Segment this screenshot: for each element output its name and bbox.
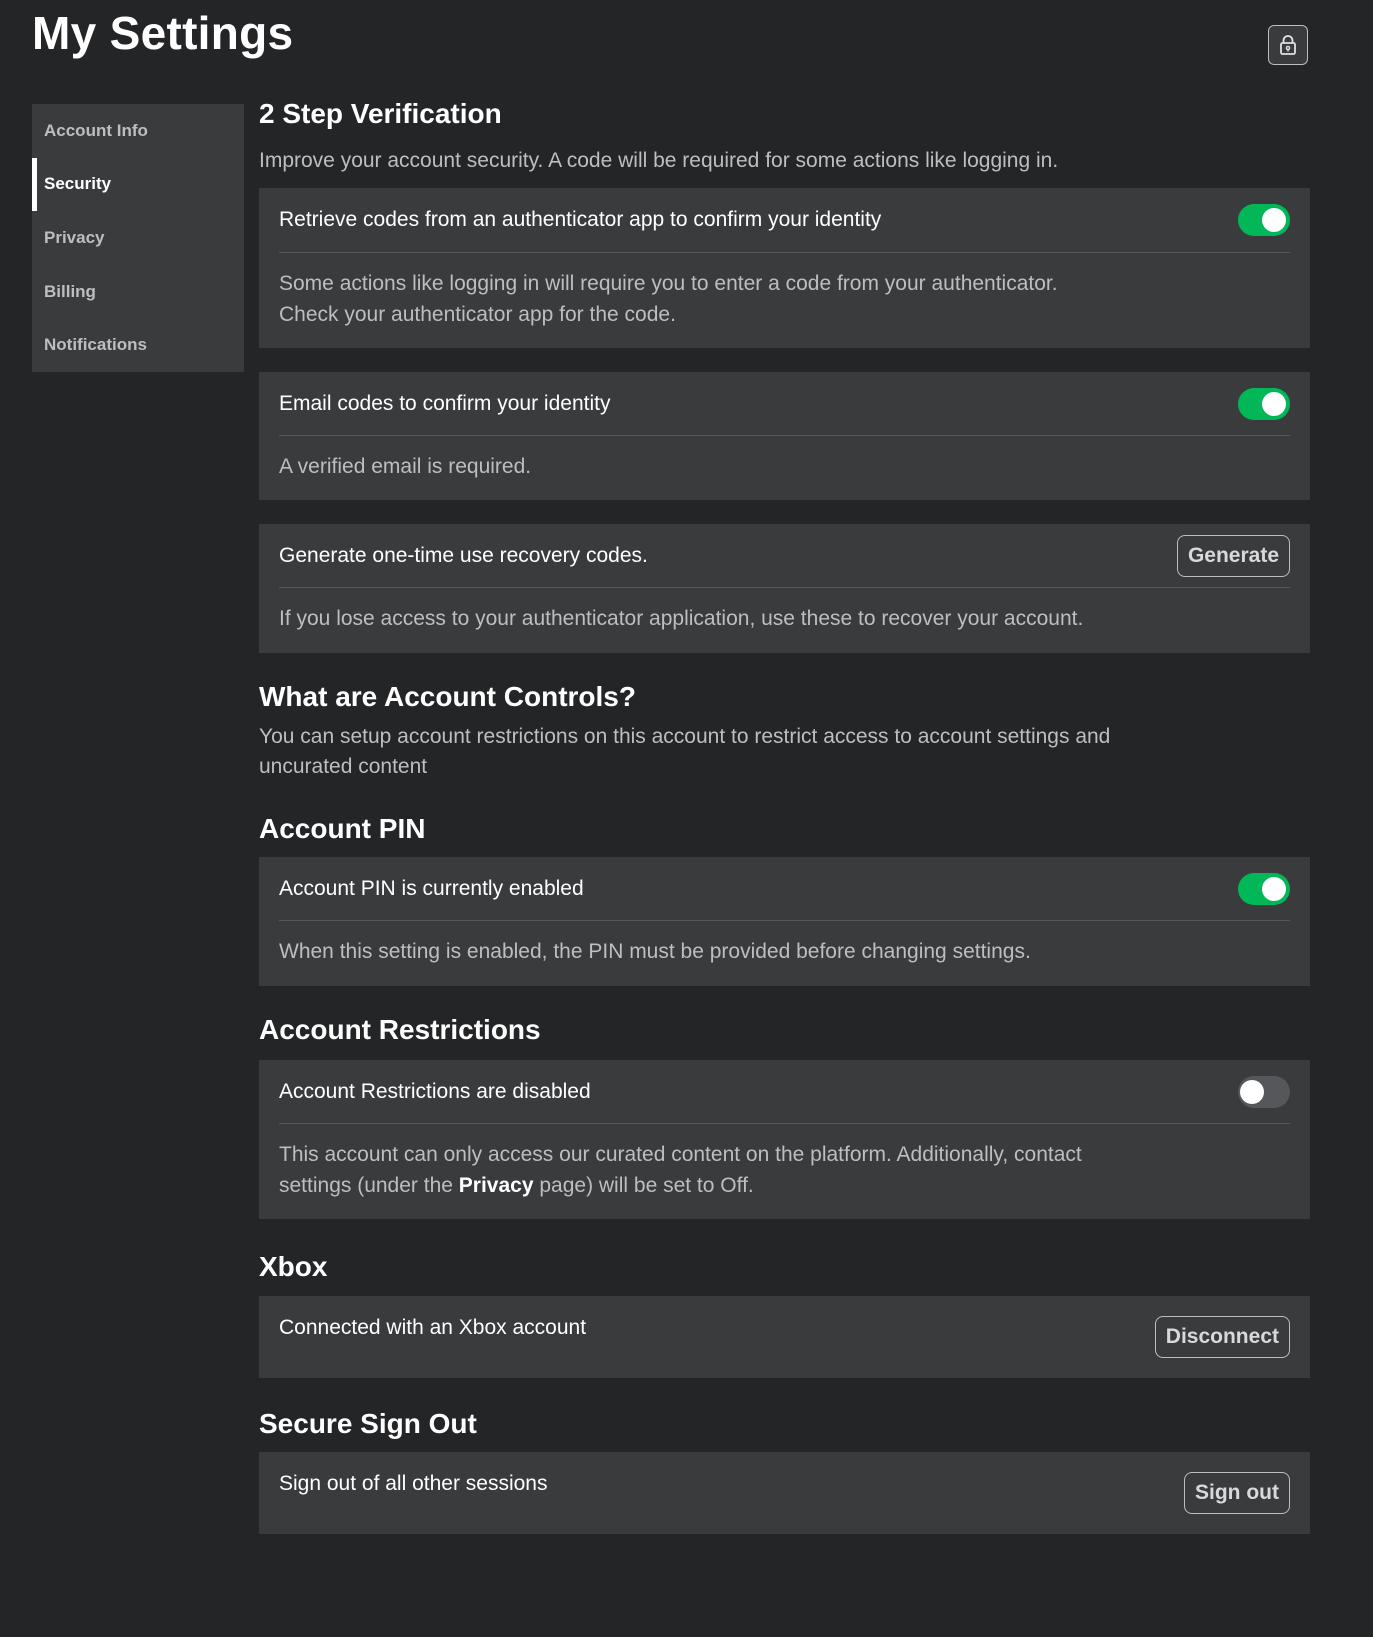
body-text: page) will be set to Off. <box>533 1173 754 1197</box>
settings-sidebar <box>32 104 244 372</box>
generate-button[interactable]: Generate <box>1177 535 1290 577</box>
page-title: My Settings <box>32 7 294 59</box>
authenticator-body-line2: Check your authenticator app for the code. <box>279 302 676 326</box>
two-step-description: Improve your account security. A code will be required for some actions like logging in. <box>259 149 1059 172</box>
xbox-card <box>259 1296 1310 1378</box>
toggle-knob <box>1262 208 1286 232</box>
email-toggle[interactable] <box>1238 388 1290 420</box>
lock-icon <box>1279 34 1297 56</box>
account-pin-title: Account PIN <box>259 812 426 844</box>
account-controls-title: What are Account Controls? <box>259 681 636 713</box>
authenticator-toggle[interactable] <box>1238 204 1290 236</box>
toggle-knob <box>1262 877 1286 901</box>
xbox-label: Connected with an Xbox account <box>279 1315 587 1339</box>
toggle-knob <box>1262 392 1286 416</box>
sidebar-item-label: Privacy <box>44 227 105 247</box>
recovery-body: If you lose access to your authenticator application, use these to recover your account. <box>279 607 1084 631</box>
disconnect-button[interactable]: Disconnect <box>1155 1316 1290 1358</box>
account-restrictions-body-line1: This account can only access our curated content on the platform. Additionally, contact <box>279 1143 1082 1167</box>
account-pin-toggle[interactable] <box>1238 873 1290 905</box>
account-restrictions-card <box>259 1060 1310 1219</box>
recovery-card <box>259 524 1310 653</box>
account-restrictions-body-line2 <box>279 1171 1290 1201</box>
secure-sign-out-label: Sign out of all other sessions <box>279 1472 548 1496</box>
account-restrictions-toggle[interactable] <box>1238 1076 1290 1108</box>
authenticator-label: Retrieve codes from an authenticator app to confirm your identity <box>279 208 882 232</box>
sidebar-item-notifications[interactable] <box>32 318 244 372</box>
authenticator-body-line1: Some actions like logging in will require you to enter a code from your authenticator. <box>279 272 1058 296</box>
security-settings <box>259 96 1310 1534</box>
privacy-link[interactable]: Privacy <box>458 1173 534 1197</box>
sidebar-item-label: Notifications <box>44 335 147 355</box>
email-body: A verified email is required. <box>279 455 532 479</box>
account-pin-card <box>259 857 1310 986</box>
account-controls-description-line1: You can setup account restrictions on this account to restrict access to account settings and <box>259 724 1111 748</box>
secure-sign-out-card <box>259 1452 1310 1534</box>
sidebar-item-label: Billing <box>44 281 96 301</box>
authenticator-card <box>259 188 1310 348</box>
account-controls-description-line2: uncurated content <box>259 755 428 779</box>
secure-sign-out-title: Secure Sign Out <box>259 1407 477 1439</box>
account-controls-description <box>259 722 1310 783</box>
recovery-label: Generate one-time use recovery codes. <box>279 543 648 567</box>
account-restrictions-title: Account Restrictions <box>259 1014 541 1046</box>
two-step-title: 2 Step Verification <box>259 98 502 129</box>
email-label: Email codes to confirm your identity <box>279 391 611 415</box>
email-card <box>259 372 1310 500</box>
account-pin-label: Account PIN is currently enabled <box>279 876 584 900</box>
sidebar-item-billing[interactable] <box>32 265 244 319</box>
body-text: settings (under the <box>279 1173 459 1197</box>
toggle-knob <box>1240 1080 1264 1104</box>
sidebar-item-privacy[interactable] <box>32 211 244 265</box>
account-pin-body: When this setting is enabled, the PIN must be provided before changing settings. <box>279 940 1031 964</box>
account-restrictions-label: Account Restrictions are disabled <box>279 1079 591 1103</box>
sidebar-item-security[interactable] <box>32 158 244 212</box>
sign-out-button[interactable]: Sign out <box>1184 1472 1290 1514</box>
sidebar-item-label: Security <box>44 174 112 194</box>
sidebar-item-account-info[interactable] <box>32 104 244 158</box>
sidebar-item-label: Account Info <box>44 120 148 140</box>
xbox-title: Xbox <box>259 1251 328 1283</box>
lock-button[interactable] <box>1268 25 1308 65</box>
